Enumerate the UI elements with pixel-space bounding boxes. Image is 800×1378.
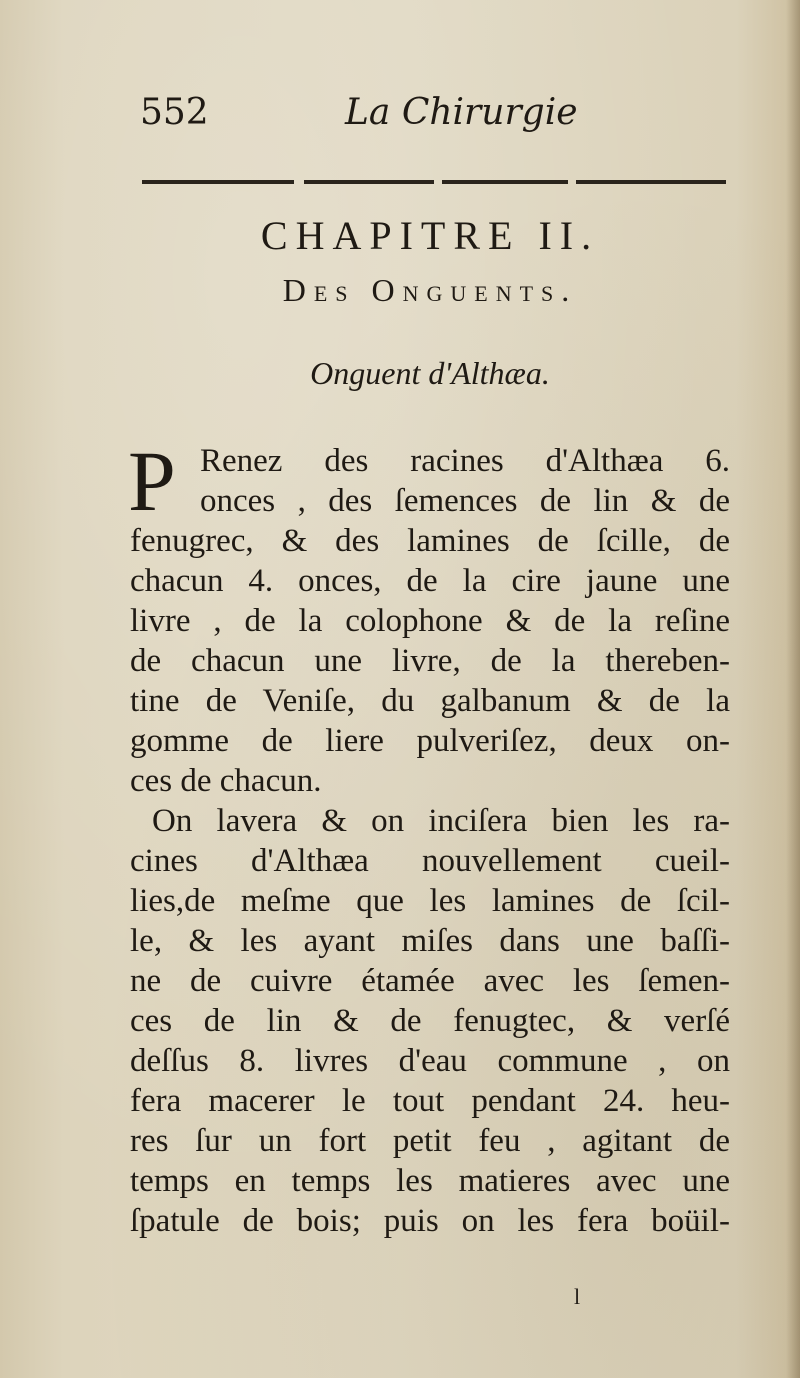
rule-segment bbox=[304, 180, 434, 184]
text-line: fera macerer le tout pendant 24. heu- bbox=[130, 1083, 730, 1119]
running-head bbox=[130, 92, 730, 142]
drop-cap: P bbox=[128, 433, 176, 529]
text-line: chacun 4. onces, de la cire jaune une bbox=[130, 563, 730, 599]
running-title: La Chirurgie bbox=[345, 92, 578, 133]
rule-segment bbox=[576, 180, 726, 184]
text-line: le, & les ayant miſes dans une baſſi- bbox=[130, 923, 730, 959]
chapter-title: CHAPITRE II. bbox=[260, 213, 600, 258]
text-line: ne de cuivre étamée avec les ſemen- bbox=[130, 963, 730, 999]
catchword: l bbox=[574, 1284, 581, 1309]
text-line: tine de Veniſe, du galbanum & de la bbox=[130, 683, 730, 719]
rule-segment bbox=[442, 180, 568, 184]
header-rule bbox=[142, 176, 726, 188]
page-number: 552 bbox=[140, 92, 209, 133]
text-line: ces de chacun. bbox=[130, 763, 322, 799]
text-line: gomme de liere pulveriſez, deux on- bbox=[130, 723, 730, 759]
text-line: fenugrec, & des lamines de ſcille, de bbox=[130, 523, 730, 559]
section-title: Des Onguents. bbox=[282, 272, 578, 308]
rule-segment bbox=[142, 180, 294, 184]
text-line: cines d'Althæa nouvellement cueil- bbox=[130, 843, 730, 879]
text-line: On lavera & on inciſera bien les ra- bbox=[152, 803, 730, 839]
text-line: de chacun une livre, de la thereben- bbox=[130, 643, 730, 679]
text-line: res ſur un fort petit feu , agitant de bbox=[130, 1123, 730, 1159]
text-line: lies,de meſme que les lamines de ſcil- bbox=[130, 883, 730, 919]
text-line: deſſus 8. livres d'eau commune , on bbox=[130, 1043, 730, 1079]
text-line: ces de lin & de fenugtec, & verſé bbox=[130, 1003, 730, 1039]
subsection-title: Onguent d'Althæa. bbox=[310, 355, 550, 391]
text-line: ſpatule de bois; puis on les fera boüil- bbox=[130, 1203, 730, 1239]
text-line: Renez des racines d'Althæa 6. bbox=[200, 443, 730, 479]
text-line: onces , des ſemences de lin & de bbox=[200, 483, 730, 519]
page-edge-shadow bbox=[786, 0, 800, 1378]
text-line: livre , de la colophone & de la reſine bbox=[130, 603, 730, 639]
text-line: temps en temps les matieres avec une bbox=[130, 1163, 730, 1199]
